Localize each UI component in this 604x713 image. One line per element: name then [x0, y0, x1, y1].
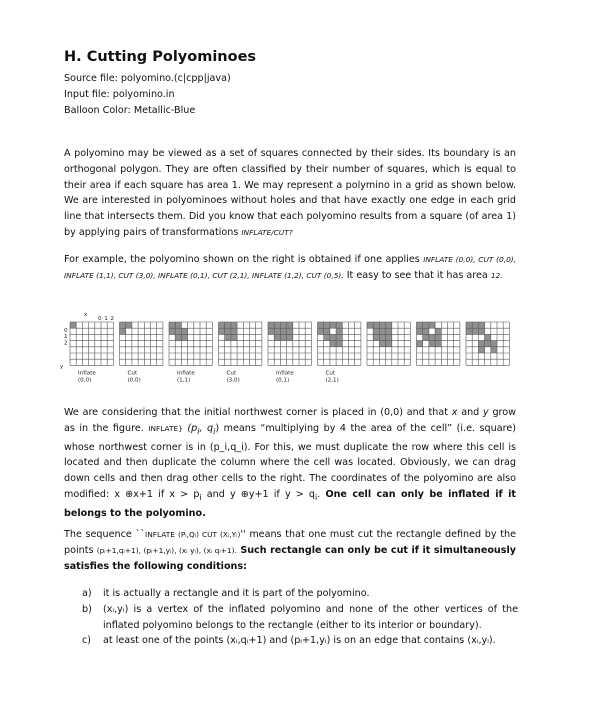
- filled-cell: [169, 328, 175, 334]
- filled-cell: [435, 341, 441, 347]
- intro-transform-term: INFLATE/CUT?: [241, 227, 293, 237]
- filled-cell: [472, 328, 478, 334]
- filled-cell: [435, 328, 441, 334]
- caption-coords: (0,1): [276, 377, 290, 384]
- example-paragraph: [64, 252, 516, 284]
- filled-cell: [429, 341, 435, 347]
- y-axis-label: y: [60, 364, 64, 370]
- filled-cell: [336, 341, 342, 347]
- list-marker: a): [82, 588, 92, 599]
- filled-cell: [318, 322, 324, 328]
- filled-cell: [324, 328, 330, 334]
- filled-cell: [478, 322, 484, 328]
- example-area: 12.: [490, 270, 503, 280]
- filled-cell: [491, 341, 497, 347]
- filled-cell: [287, 328, 293, 334]
- list-item: [82, 633, 518, 649]
- polyomino-figure-svg: [58, 310, 528, 390]
- filled-cell: [336, 322, 342, 328]
- coord-bold-rule: One cell can only be inflated if it belongs to the polyomino.: [64, 488, 516, 519]
- filled-cell: [219, 322, 225, 328]
- filled-cell: [120, 328, 126, 334]
- coord-sub-3: i: [199, 492, 202, 502]
- filled-cell: [330, 322, 336, 328]
- filled-cell: [429, 334, 435, 340]
- filled-cell: [386, 334, 392, 340]
- list-marker: c): [82, 635, 92, 647]
- filled-cell: [379, 341, 385, 347]
- coord-text-d: (p: [182, 422, 198, 434]
- seq-text-b: '' means that one must cut the rectangle defined by the points: [64, 529, 516, 556]
- x-tick-label: 0: [98, 316, 102, 322]
- problem-title: H. Cutting Polyominoes: [64, 49, 257, 65]
- coord-sub-1: i: [197, 426, 200, 436]
- filled-cell: [280, 322, 286, 328]
- filled-cell: [429, 322, 435, 328]
- list-item-text: it is actually a rectangle and it is part of the polyomino.: [103, 588, 370, 599]
- filled-cell: [175, 322, 181, 328]
- filled-cell: [274, 328, 280, 334]
- list-item: [82, 602, 518, 634]
- filled-cell: [126, 322, 132, 328]
- filled-cell: [225, 322, 231, 328]
- filled-cell: [231, 334, 237, 340]
- filled-cell: [287, 334, 293, 340]
- filled-cell: [379, 328, 385, 334]
- coord-text-a: We are considering that the initial northwest corner is placed in (0,0) and that: [64, 407, 452, 418]
- filled-cell: [417, 322, 423, 328]
- example-text-a: For example, the polyomino shown on the right is obtained if one applies: [64, 254, 424, 265]
- filled-cell: [472, 322, 478, 328]
- filled-cell: [324, 334, 330, 340]
- y-tick-label: 2: [64, 340, 68, 347]
- coord-x-var: x: [451, 407, 458, 418]
- filled-cell: [120, 322, 126, 328]
- filled-cell: [330, 334, 336, 340]
- filled-cell: [330, 341, 336, 347]
- caption-coords: (1,1): [177, 377, 191, 384]
- filled-cell: [268, 328, 274, 334]
- filled-cell: [268, 322, 274, 328]
- x-tick-label: 1: [104, 316, 108, 322]
- coord-text-c: grow as in the figure.: [64, 407, 517, 434]
- filled-cell: [386, 341, 392, 347]
- caption-action: Cut: [325, 370, 336, 377]
- filled-cell: [367, 322, 373, 328]
- x-tick-label: 2: [110, 316, 114, 322]
- filled-cell: [274, 334, 280, 340]
- filled-cell: [379, 322, 385, 328]
- list-item: [82, 586, 518, 602]
- filled-cell: [423, 334, 429, 340]
- example-sequence: INFLATE (0,0), CUT (0,0), INFLATE (1,1), CUT (3,0), INFLATE (0,1), CUT (2,1), INFLATE (1,2), CUT (0,5).: [64, 255, 516, 280]
- filled-cell: [225, 334, 231, 340]
- seq-points: (pᵢ+1,qᵢ+1), (pᵢ+1,yᵢ), (xᵢ yᵢ), (xᵢ qᵢ+1).: [96, 545, 237, 555]
- coord-y-var: y: [483, 407, 489, 418]
- filled-cell: [478, 328, 484, 334]
- caption-coords: (3,0): [226, 377, 240, 384]
- filled-cell: [231, 328, 237, 334]
- conditions-list: [82, 586, 518, 649]
- example-text-b: It easy to see that it has area: [343, 269, 491, 281]
- filled-cell: [466, 328, 472, 334]
- coordinates-paragraph: [64, 405, 516, 521]
- filled-cell: [373, 328, 379, 334]
- caption-action: Inflate: [276, 370, 294, 377]
- filled-cell: [231, 322, 237, 328]
- filled-cell: [175, 328, 181, 334]
- list-item-text: (xᵢ,yᵢ) is a vertex of the inflated polyomino and none of the other vertices of the inflated polyomino belongs to the rectangle (either to its interior or boundary).: [103, 603, 518, 631]
- coord-text-g: and y ⊕y+1 if y > q: [201, 488, 316, 500]
- filled-cell: [386, 328, 392, 334]
- coord-inflate-term: INFLATE}: [148, 423, 183, 433]
- caption-action: Inflate: [177, 370, 195, 377]
- filled-cell: [280, 334, 286, 340]
- coord-sub-4: i: [315, 492, 318, 502]
- filled-cell: [336, 328, 342, 334]
- caption-coords: (0,0): [78, 377, 92, 384]
- caption-action: Inflate: [78, 370, 96, 377]
- filled-cell: [336, 334, 342, 340]
- coord-text-f: ) means “multiplying by 4 the area of the cell” (i.e. square) whose northwest corner is in (p_i,q_i). For this, we must duplicate the row where this cell is located and then duplicate the column where the cell was located. Obviously, we can drag down cells and then drag other cells to the right. The coordinates of the polyomino are also modified: x ⊕x+1 if x > p: [64, 422, 516, 500]
- caption-action: Cut: [127, 370, 138, 377]
- polyomino-figure: [58, 310, 528, 390]
- coord-text-h: .: [317, 488, 326, 500]
- filled-cell: [318, 328, 324, 334]
- filled-cell: [466, 322, 472, 328]
- filled-cell: [373, 334, 379, 340]
- source-file-line: Source file: polyomino.(c|cpp|java): [64, 73, 231, 84]
- filled-cell: [491, 347, 497, 353]
- filled-cell: [225, 328, 231, 334]
- filled-cell: [181, 328, 187, 334]
- y-tick-label: 0: [64, 328, 68, 334]
- filled-cell: [423, 328, 429, 334]
- filled-cell: [435, 334, 441, 340]
- filled-cell: [70, 322, 76, 328]
- filled-cell: [485, 341, 491, 347]
- filled-cell: [478, 347, 484, 353]
- filled-cell: [181, 334, 187, 340]
- filled-cell: [478, 341, 484, 347]
- filled-cell: [373, 322, 379, 328]
- filled-cell: [274, 322, 280, 328]
- filled-cell: [417, 341, 423, 347]
- balloon-color-line: Balloon Color: Metallic-Blue: [64, 105, 196, 116]
- intro-paragraph: [64, 146, 516, 241]
- filled-cell: [386, 322, 392, 328]
- caption-coords: (2,1): [325, 377, 339, 384]
- caption-action: Cut: [226, 370, 237, 377]
- x-axis-label: x: [84, 312, 88, 318]
- filled-cell: [485, 334, 491, 340]
- y-tick-label: 1: [64, 334, 68, 341]
- intro-text: A polyomino may be viewed as a set of squares connected by their sides. Its boundary is an orthogonal polygon. They are often classified by their number of squares, which is equal to their area if each square has area 1. We may represent a polymino in a grid as shown below. We are interested in polyominoes without holes and that have exactly one edge in each grid line that intersects them. Did you know that each polyomino results from a square (of area 1) by applying pairs of transformations: [64, 148, 516, 238]
- filled-cell: [417, 328, 423, 334]
- filled-cell: [219, 328, 225, 334]
- list-item-text: at least one of the points (xᵢ,qᵢ+1) and (pᵢ+1,yᵢ) is on an edge that contains (xᵢ,yᵢ).: [103, 635, 496, 647]
- filled-cell: [169, 322, 175, 328]
- filled-cell: [324, 322, 330, 328]
- filled-cell: [280, 328, 286, 334]
- coord-sub-2: i: [213, 426, 216, 436]
- seq-bold-conditions: Such rectangle can only be cut if it simultaneously satisfies the following conditions:: [64, 544, 517, 572]
- filled-cell: [175, 334, 181, 340]
- filled-cell: [379, 334, 385, 340]
- sequence-paragraph: [64, 527, 516, 574]
- input-file-line: Input file: polyomino.in: [64, 89, 175, 100]
- list-marker: b): [82, 603, 92, 615]
- caption-coords: (0,0): [127, 377, 141, 384]
- filled-cell: [423, 322, 429, 328]
- seq-term: INFLATE (Pᵢ,Qᵢ) CUT (Xᵢ,Yᵢ): [145, 530, 241, 539]
- coord-text-e: , q: [199, 422, 214, 434]
- filled-cell: [287, 322, 293, 328]
- coord-text-b: and: [457, 407, 484, 418]
- seq-text-a: The sequence ``: [64, 529, 146, 540]
